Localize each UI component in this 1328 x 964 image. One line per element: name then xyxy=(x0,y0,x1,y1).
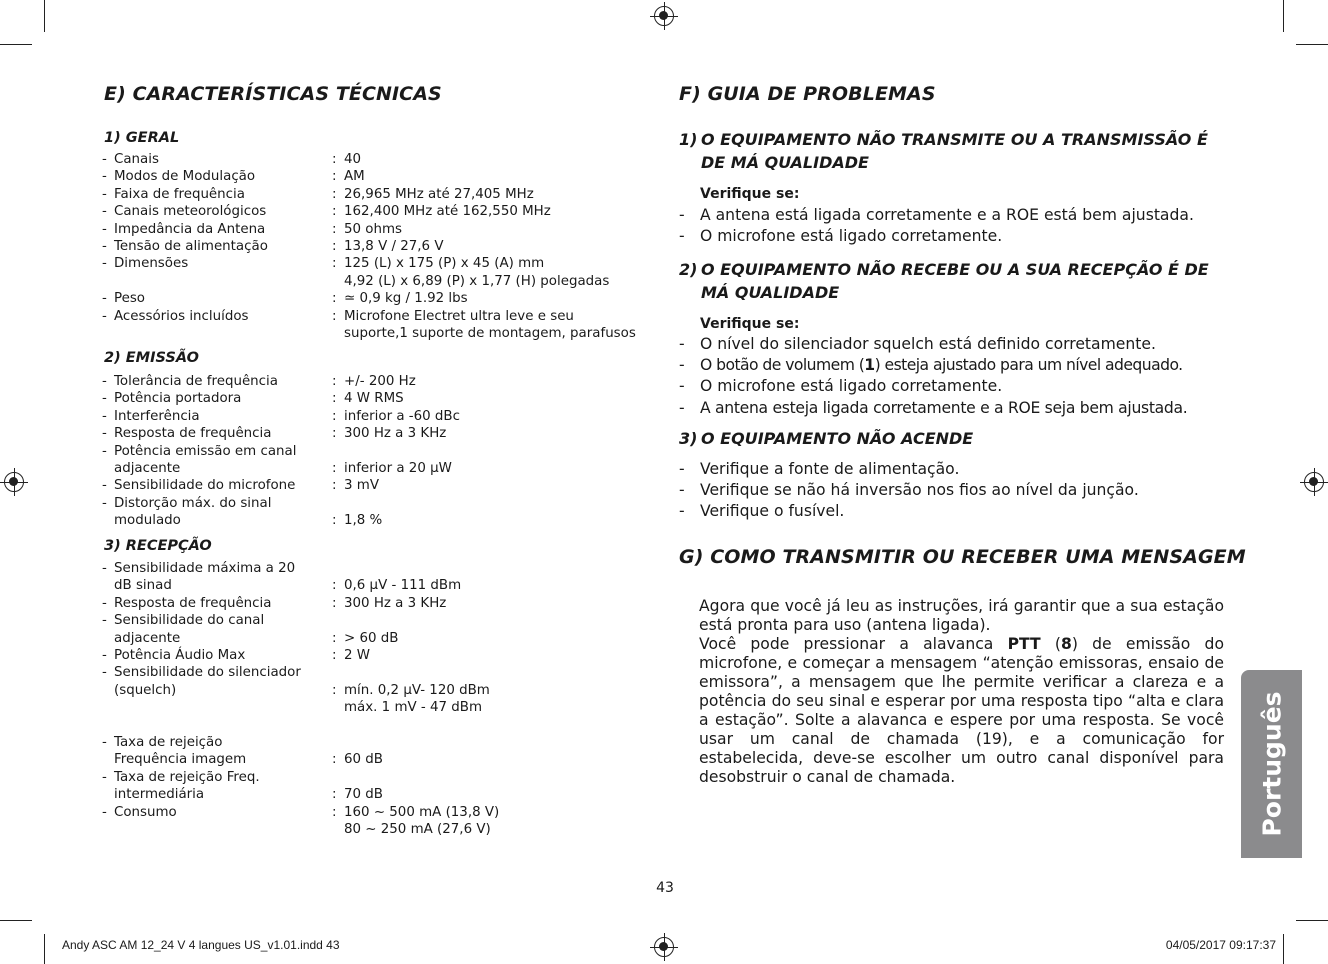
crop-mark xyxy=(0,44,32,45)
spec-label: Interferência xyxy=(114,408,200,424)
spec-label: Taxa de rejeição xyxy=(114,735,223,751)
spec-value xyxy=(344,717,662,734)
spec-dash: - xyxy=(102,221,107,237)
spec-label: Tolerância de frequência xyxy=(114,374,278,389)
problem-1-number: 1) xyxy=(679,130,698,149)
spec-colon: : xyxy=(332,478,337,494)
spec-value xyxy=(344,443,662,460)
spec-label: (squelch) xyxy=(114,682,177,698)
spec-row xyxy=(102,577,662,594)
spec-colon xyxy=(332,717,344,734)
recepcao-title: 3) RECEPÇÃO xyxy=(104,538,212,554)
spec-label: Impedância da Antena xyxy=(114,221,266,237)
spec-row xyxy=(102,664,662,681)
spec-value: mín. 0,2 µV- 120 dBm xyxy=(344,682,490,698)
problem-2-verify-label: Verifique se: xyxy=(700,316,800,332)
spec-dash: - xyxy=(102,204,107,220)
spec-row xyxy=(102,151,662,168)
spec-dash xyxy=(102,512,114,529)
section-f-title: F) GUIA DE PROBLEMAS xyxy=(679,83,936,105)
spec-colon: : xyxy=(332,256,337,272)
spec-row xyxy=(102,647,662,664)
spec-dash: - xyxy=(102,256,107,272)
spec-dash xyxy=(102,577,114,594)
spec-label: Sensibilidade do silenciador xyxy=(114,665,301,681)
spec-colon: : xyxy=(332,648,337,664)
crop-mark xyxy=(0,920,32,921)
spec-label: modulado xyxy=(114,513,181,529)
spec-label: Taxa de rejeição Freq. xyxy=(114,769,260,785)
spec-label: Potência portadora xyxy=(114,391,242,407)
spec-row xyxy=(102,769,662,786)
spec-colon xyxy=(332,664,344,681)
section-g-paragraph-1: Agora que você já leu as instruções, irá garantir que a sua estação está pronta para uso (antena ligada). xyxy=(699,597,1224,634)
spec-label: Faixa de frequência xyxy=(114,186,245,202)
spec-colon: : xyxy=(332,391,337,407)
spec-value: 40 xyxy=(344,152,362,167)
problem-1-title xyxy=(679,128,1239,174)
page-number: 43 xyxy=(656,880,674,896)
spec-dash: - xyxy=(102,308,107,324)
spec-colon xyxy=(332,769,344,786)
spec-colon xyxy=(332,325,344,342)
spec-label: Potência Áudio Max xyxy=(114,648,246,664)
spec-colon: : xyxy=(332,787,337,803)
spec-dash: - xyxy=(102,408,107,424)
spec-row xyxy=(102,460,662,477)
spec-dash xyxy=(102,821,114,838)
spec-label: Dimensões xyxy=(114,256,189,272)
footer-file-name: Andy ASC AM 12_24 V 4 langues US_v1.01.indd 43 xyxy=(62,938,340,952)
crop-mark xyxy=(44,0,45,32)
spec-dash: - xyxy=(102,374,107,389)
geral-title: 1) GERAL xyxy=(104,130,180,146)
spec-colon: : xyxy=(332,752,337,768)
spec-row xyxy=(102,595,662,612)
spec-colon: : xyxy=(332,630,337,646)
spec-label: Sensibilidade do microfone xyxy=(114,478,296,494)
spec-colon: : xyxy=(332,426,337,442)
spec-label: Sensibilidade do canal xyxy=(114,613,265,629)
spec-value xyxy=(344,495,662,512)
list-item: - O microfone está ligado corretamente. xyxy=(679,227,1003,246)
spec-colon: : xyxy=(332,374,337,389)
problem-1-line2: DE MÁ QUALIDADE xyxy=(701,153,869,172)
emissao-spec-list xyxy=(102,373,662,530)
crop-mark xyxy=(1283,934,1284,964)
spec-dash: - xyxy=(102,478,107,494)
spec-row xyxy=(102,717,662,734)
spec-label: Acessórios incluídos xyxy=(114,308,249,324)
registration-mark-icon xyxy=(654,6,674,26)
spec-colon: : xyxy=(332,682,337,698)
spec-label: Distorção máx. do sinal xyxy=(114,495,272,511)
problem-3-number: 3) xyxy=(679,429,698,448)
spec-row xyxy=(102,168,662,185)
spec-value: 4 W RMS xyxy=(344,391,404,407)
problem-2-number: 2) xyxy=(679,260,698,279)
problem-3-title xyxy=(679,427,1239,450)
spec-value: 26,965 MHz até 27,405 MHz xyxy=(344,186,534,202)
spec-row xyxy=(102,255,662,272)
registration-mark-icon xyxy=(4,472,24,492)
spec-colon: : xyxy=(332,204,337,220)
spec-dash: - xyxy=(102,391,107,407)
recepcao-spec-list xyxy=(102,560,662,839)
spec-row xyxy=(102,308,662,325)
spec-value: 160 ~ 500 mA (13,8 V) xyxy=(344,804,500,820)
spec-row xyxy=(102,425,662,442)
spec-colon: : xyxy=(332,291,337,307)
spec-colon: : xyxy=(332,513,337,529)
spec-dash xyxy=(102,786,114,803)
spec-value: > 60 dB xyxy=(344,630,399,646)
spec-dash xyxy=(102,273,114,290)
spec-colon: : xyxy=(332,595,337,611)
spec-dash: - xyxy=(102,239,107,255)
spec-row xyxy=(102,734,662,751)
spec-value xyxy=(344,664,662,681)
spec-label: Canais xyxy=(114,152,159,167)
spec-dash xyxy=(102,751,114,768)
spec-label xyxy=(114,325,332,342)
spec-value: 1,8 % xyxy=(344,513,383,529)
language-tab-label: Português xyxy=(1257,691,1286,837)
spec-colon xyxy=(332,560,344,577)
footer-date: 04/05/2017 09:17:37 xyxy=(1165,938,1276,952)
spec-value: Microfone Electret ultra leve e seu xyxy=(344,308,574,324)
spec-colon: : xyxy=(332,308,337,324)
language-tab xyxy=(1241,670,1302,858)
spec-value: 60 dB xyxy=(344,752,383,768)
spec-label xyxy=(114,717,332,734)
spec-label xyxy=(114,821,332,838)
spec-row xyxy=(102,443,662,460)
list-item: - A antena esteja ligada corretamente e a ROE seja bem ajustada. xyxy=(679,398,1188,417)
spec-colon: : xyxy=(332,239,337,255)
spec-dash: - xyxy=(102,495,107,511)
spec-colon: : xyxy=(332,169,337,185)
spec-colon xyxy=(332,699,344,716)
spec-value: 2 W xyxy=(344,648,371,664)
spec-label: Canais meteorológicos xyxy=(114,204,267,220)
problem-3-line1: O EQUIPAMENTO NÃO ACENDE xyxy=(701,429,974,448)
spec-value: 70 dB xyxy=(344,787,383,803)
problem-2-title xyxy=(679,258,1239,304)
spec-value xyxy=(344,769,662,786)
spec-dash: - xyxy=(102,152,107,167)
spec-row xyxy=(102,786,662,803)
spec-dash: - xyxy=(102,291,107,307)
spec-colon: : xyxy=(332,578,337,594)
crop-mark xyxy=(1296,44,1328,45)
spec-value: 125 (L) x 175 (P) x 45 (A) mm xyxy=(344,256,545,272)
spec-colon: : xyxy=(332,186,337,202)
spec-value: 13,8 V / 27,6 V xyxy=(344,239,444,255)
spec-label xyxy=(114,699,332,716)
problem-2-list xyxy=(679,334,1239,419)
spec-value: 50 ohms xyxy=(344,221,402,237)
spec-dash xyxy=(102,325,114,342)
spec-colon: : xyxy=(332,221,337,237)
spec-value: AM xyxy=(344,169,365,185)
spec-label: Consumo xyxy=(114,804,177,820)
spec-row xyxy=(102,630,662,647)
spec-dash: - xyxy=(102,648,107,664)
spec-dash: - xyxy=(102,804,107,820)
spec-label: Resposta de frequência xyxy=(114,595,272,611)
spec-row xyxy=(102,560,662,577)
registration-mark-icon xyxy=(654,937,674,957)
spec-row xyxy=(102,238,662,255)
spec-dash: - xyxy=(102,735,107,751)
spec-value: inferior a -60 dBc xyxy=(344,408,460,424)
crop-mark xyxy=(1296,920,1328,921)
crop-mark xyxy=(44,934,45,964)
spec-dash: - xyxy=(102,169,107,185)
spec-dash: - xyxy=(102,665,107,681)
spec-value: suporte,1 suporte de montagem, parafusos xyxy=(344,326,636,342)
spec-row xyxy=(102,682,662,699)
spec-label: adjacente xyxy=(114,630,181,646)
list-item: - Verifique o fusível. xyxy=(679,502,845,521)
spec-label: Sensibilidade máxima a 20 xyxy=(114,561,296,576)
spec-dash xyxy=(102,699,114,716)
spec-row xyxy=(102,751,662,768)
spec-value xyxy=(344,612,662,629)
spec-value: 300 Hz a 3 KHz xyxy=(344,595,447,611)
list-item: - O microfone está ligado corretamente. xyxy=(679,377,1003,396)
problem-1-line1: O EQUIPAMENTO NÃO TRANSMITE OU A TRANSMISSÃO É xyxy=(701,130,1208,149)
spec-row xyxy=(102,477,662,494)
spec-dash: - xyxy=(102,561,107,576)
spec-colon xyxy=(332,821,344,838)
spec-label: Tensão de alimentação xyxy=(114,239,268,255)
spec-label: Potência emissão em canal xyxy=(114,443,297,459)
spec-row xyxy=(102,273,662,290)
crop-mark xyxy=(1283,0,1284,32)
spec-value: 162,400 MHz até 162,550 MHz xyxy=(344,204,551,220)
spec-value: 300 Hz a 3 KHz xyxy=(344,426,447,442)
spec-colon xyxy=(332,612,344,629)
spec-value xyxy=(344,734,662,751)
spec-dash xyxy=(102,717,114,734)
list-item: - Verifique a fonte de alimentação. xyxy=(679,460,960,478)
spec-colon: : xyxy=(332,461,337,477)
spec-value: 0,6 µV - 111 dBm xyxy=(344,578,462,594)
spec-dash: - xyxy=(102,443,107,459)
spec-value: ≃ 0,9 kg / 1.92 lbs xyxy=(344,291,468,307)
spec-colon xyxy=(332,734,344,751)
spec-dash xyxy=(102,460,114,477)
spec-row xyxy=(102,325,662,342)
section-g-body xyxy=(699,597,1224,787)
spec-dash: - xyxy=(102,769,107,785)
spec-row xyxy=(102,821,662,838)
spec-value: 80 ~ 250 mA (27,6 V) xyxy=(344,822,491,838)
section-g-paragraph-2: Você pode pressionar a alavanca PTT (8) de emissão do microfone, e começar a mensagem “atenção emissoras, ensaio de emissora”, a mensagem que lhe permite verificar a clareza e a potência do seu sinal e esperar por uma resposta tipo “alta e clara a estação”. Solte a alavanca e espere por uma resposta. Se você usar um canal de chamada (19), e a comunicação for estabelecida, deve-se escolher um outro canal disponível para desobstruir o canal de chamada. xyxy=(699,635,1224,786)
problem-2-line2: MÁ QUALIDADE xyxy=(701,283,840,302)
spec-dash: - xyxy=(102,426,107,442)
spec-colon: : xyxy=(332,152,337,167)
spec-colon xyxy=(332,443,344,460)
spec-label: adjacente xyxy=(114,461,181,477)
section-e-title: E) CARACTERÍSTICAS TÉCNICAS xyxy=(104,83,442,105)
spec-value xyxy=(344,560,662,577)
spec-row xyxy=(102,373,662,390)
spec-row xyxy=(102,408,662,425)
problem-1-verify-label: Verifique se: xyxy=(700,186,800,202)
spec-label: Modos de Modulação xyxy=(114,169,256,185)
spec-value: +/- 200 Hz xyxy=(344,374,416,389)
spec-colon xyxy=(332,495,344,512)
problem-3-list xyxy=(679,459,1239,523)
spec-colon xyxy=(332,273,344,290)
spec-label: Resposta de frequência xyxy=(114,426,272,442)
registration-mark-icon xyxy=(1304,472,1324,492)
spec-dash: - xyxy=(102,186,107,202)
spec-row xyxy=(102,390,662,407)
spec-row xyxy=(102,186,662,203)
spec-colon: : xyxy=(332,804,337,820)
spec-value: inferior a 20 µW xyxy=(344,461,452,477)
spec-value: máx. 1 mV - 47 dBm xyxy=(344,700,483,716)
spec-row xyxy=(102,203,662,220)
spec-label: dB sinad xyxy=(114,578,172,594)
geral-spec-list xyxy=(102,151,662,342)
spec-row xyxy=(102,512,662,529)
emissao-title: 2) EMISSÃO xyxy=(104,350,199,366)
list-item: - O botão de volumem (1) esteja ajustado para um nível adequado. xyxy=(679,356,1183,375)
list-item: - O nível do silenciador squelch está definido corretamente. xyxy=(679,335,1156,353)
spec-colon: : xyxy=(332,408,337,424)
spec-label xyxy=(114,273,332,290)
list-item: - Verifique se não há inversão nos fios ao nível da junção. xyxy=(679,481,1139,500)
spec-dash: - xyxy=(102,595,107,611)
spec-label: Peso xyxy=(114,291,146,307)
spec-label: Frequência imagem xyxy=(114,752,247,768)
spec-dash xyxy=(102,630,114,647)
spec-row xyxy=(102,699,662,716)
spec-row xyxy=(102,804,662,821)
spec-value: 4,92 (L) x 6,89 (P) x 1,77 (H) polegadas xyxy=(344,273,610,289)
spec-row xyxy=(102,495,662,512)
problem-2-line1: O EQUIPAMENTO NÃO RECEBE OU A SUA RECEPÇÃO É DE xyxy=(701,260,1209,279)
spec-row xyxy=(102,290,662,307)
spec-dash: - xyxy=(102,613,107,629)
spec-row xyxy=(102,221,662,238)
spec-label: intermediária xyxy=(114,787,205,803)
problem-1-list xyxy=(679,205,1239,247)
spec-dash xyxy=(102,682,114,699)
spec-row xyxy=(102,612,662,629)
spec-value: 3 mV xyxy=(344,478,379,494)
list-item: - A antena está ligada corretamente e a ROE está bem ajustada. xyxy=(679,206,1194,224)
section-g-title: G) COMO TRANSMITIR OU RECEBER UMA MENSAGEM xyxy=(679,546,1246,568)
